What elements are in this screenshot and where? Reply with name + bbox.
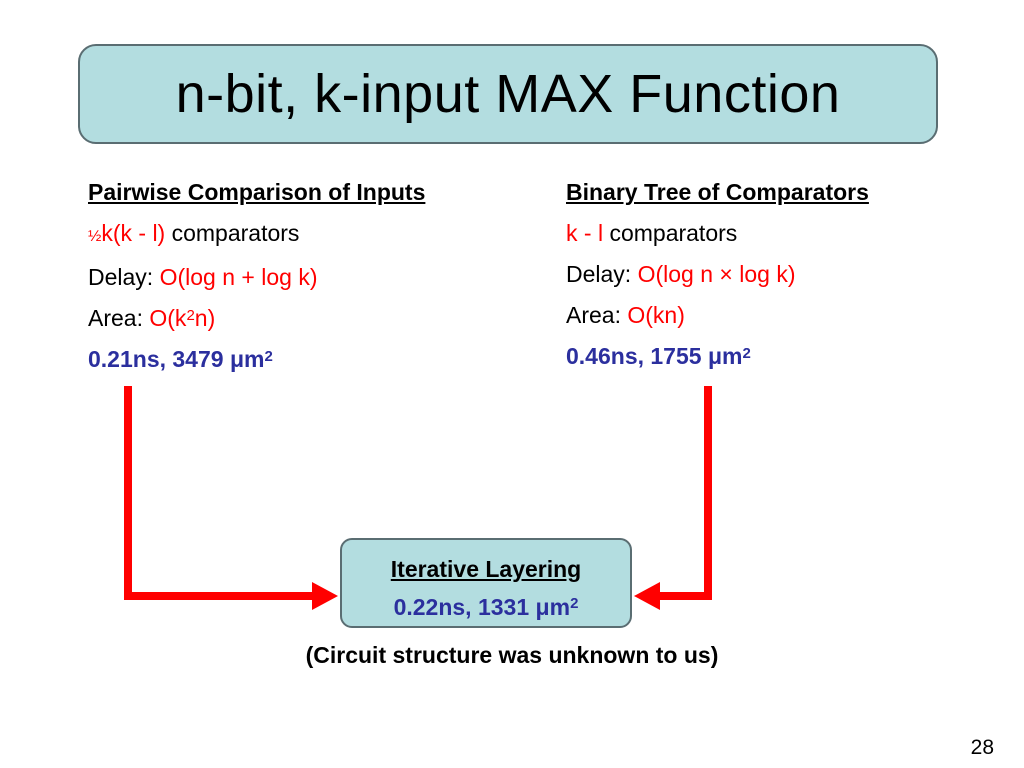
footnote: (Circuit structure was unknown to us) bbox=[305, 642, 719, 668]
slide-title: n-bit, k-input MAX Function bbox=[175, 64, 841, 124]
right-area-expr: O(kn) bbox=[627, 302, 685, 328]
left-area-expr: $O(k^2n)$ bbox=[149, 305, 216, 331]
mu-symbol: μ bbox=[535, 594, 550, 620]
left-area-label: Area: bbox=[88, 305, 150, 331]
left-arrow-head bbox=[312, 582, 338, 610]
right-comparators-label: comparators bbox=[603, 220, 738, 246]
right-arrow-head bbox=[634, 582, 660, 610]
right-delay-label: Delay: bbox=[566, 261, 638, 287]
left-delay-expr: O(log n + log k) bbox=[159, 264, 318, 290]
left-heading: Pairwise Comparison of Inputs bbox=[88, 179, 426, 205]
half-symbol: ½ bbox=[88, 228, 102, 245]
page-number: 28 bbox=[970, 736, 994, 759]
right-delay-expr: O(log n × log k) bbox=[637, 261, 796, 287]
left-comparators-label: comparators bbox=[165, 220, 300, 246]
right-area-label: Area: bbox=[566, 302, 628, 328]
left-comparators-expr: k(k - l) bbox=[101, 220, 166, 246]
middle-metric: 0.22ns, 1331 $\mu m^2$ bbox=[393, 594, 579, 620]
right-comparators-expr: k - l bbox=[566, 220, 604, 246]
mu-symbol: μ bbox=[229, 346, 245, 372]
iterative-layering-box bbox=[340, 538, 632, 628]
right-heading: Binary Tree of Comparators bbox=[566, 179, 869, 205]
right-arrow-line bbox=[658, 386, 708, 596]
mu-symbol: μ bbox=[707, 343, 723, 369]
left-metric: 0.21ns, 3479 $\mu m^2$ bbox=[88, 346, 273, 372]
left-arrow-line bbox=[128, 386, 314, 596]
left-delay-label: Delay: bbox=[88, 264, 160, 290]
right-metric: 0.46ns, 1755 $\mu m^2$ bbox=[566, 343, 751, 369]
middle-heading: Iterative Layering bbox=[390, 556, 582, 582]
